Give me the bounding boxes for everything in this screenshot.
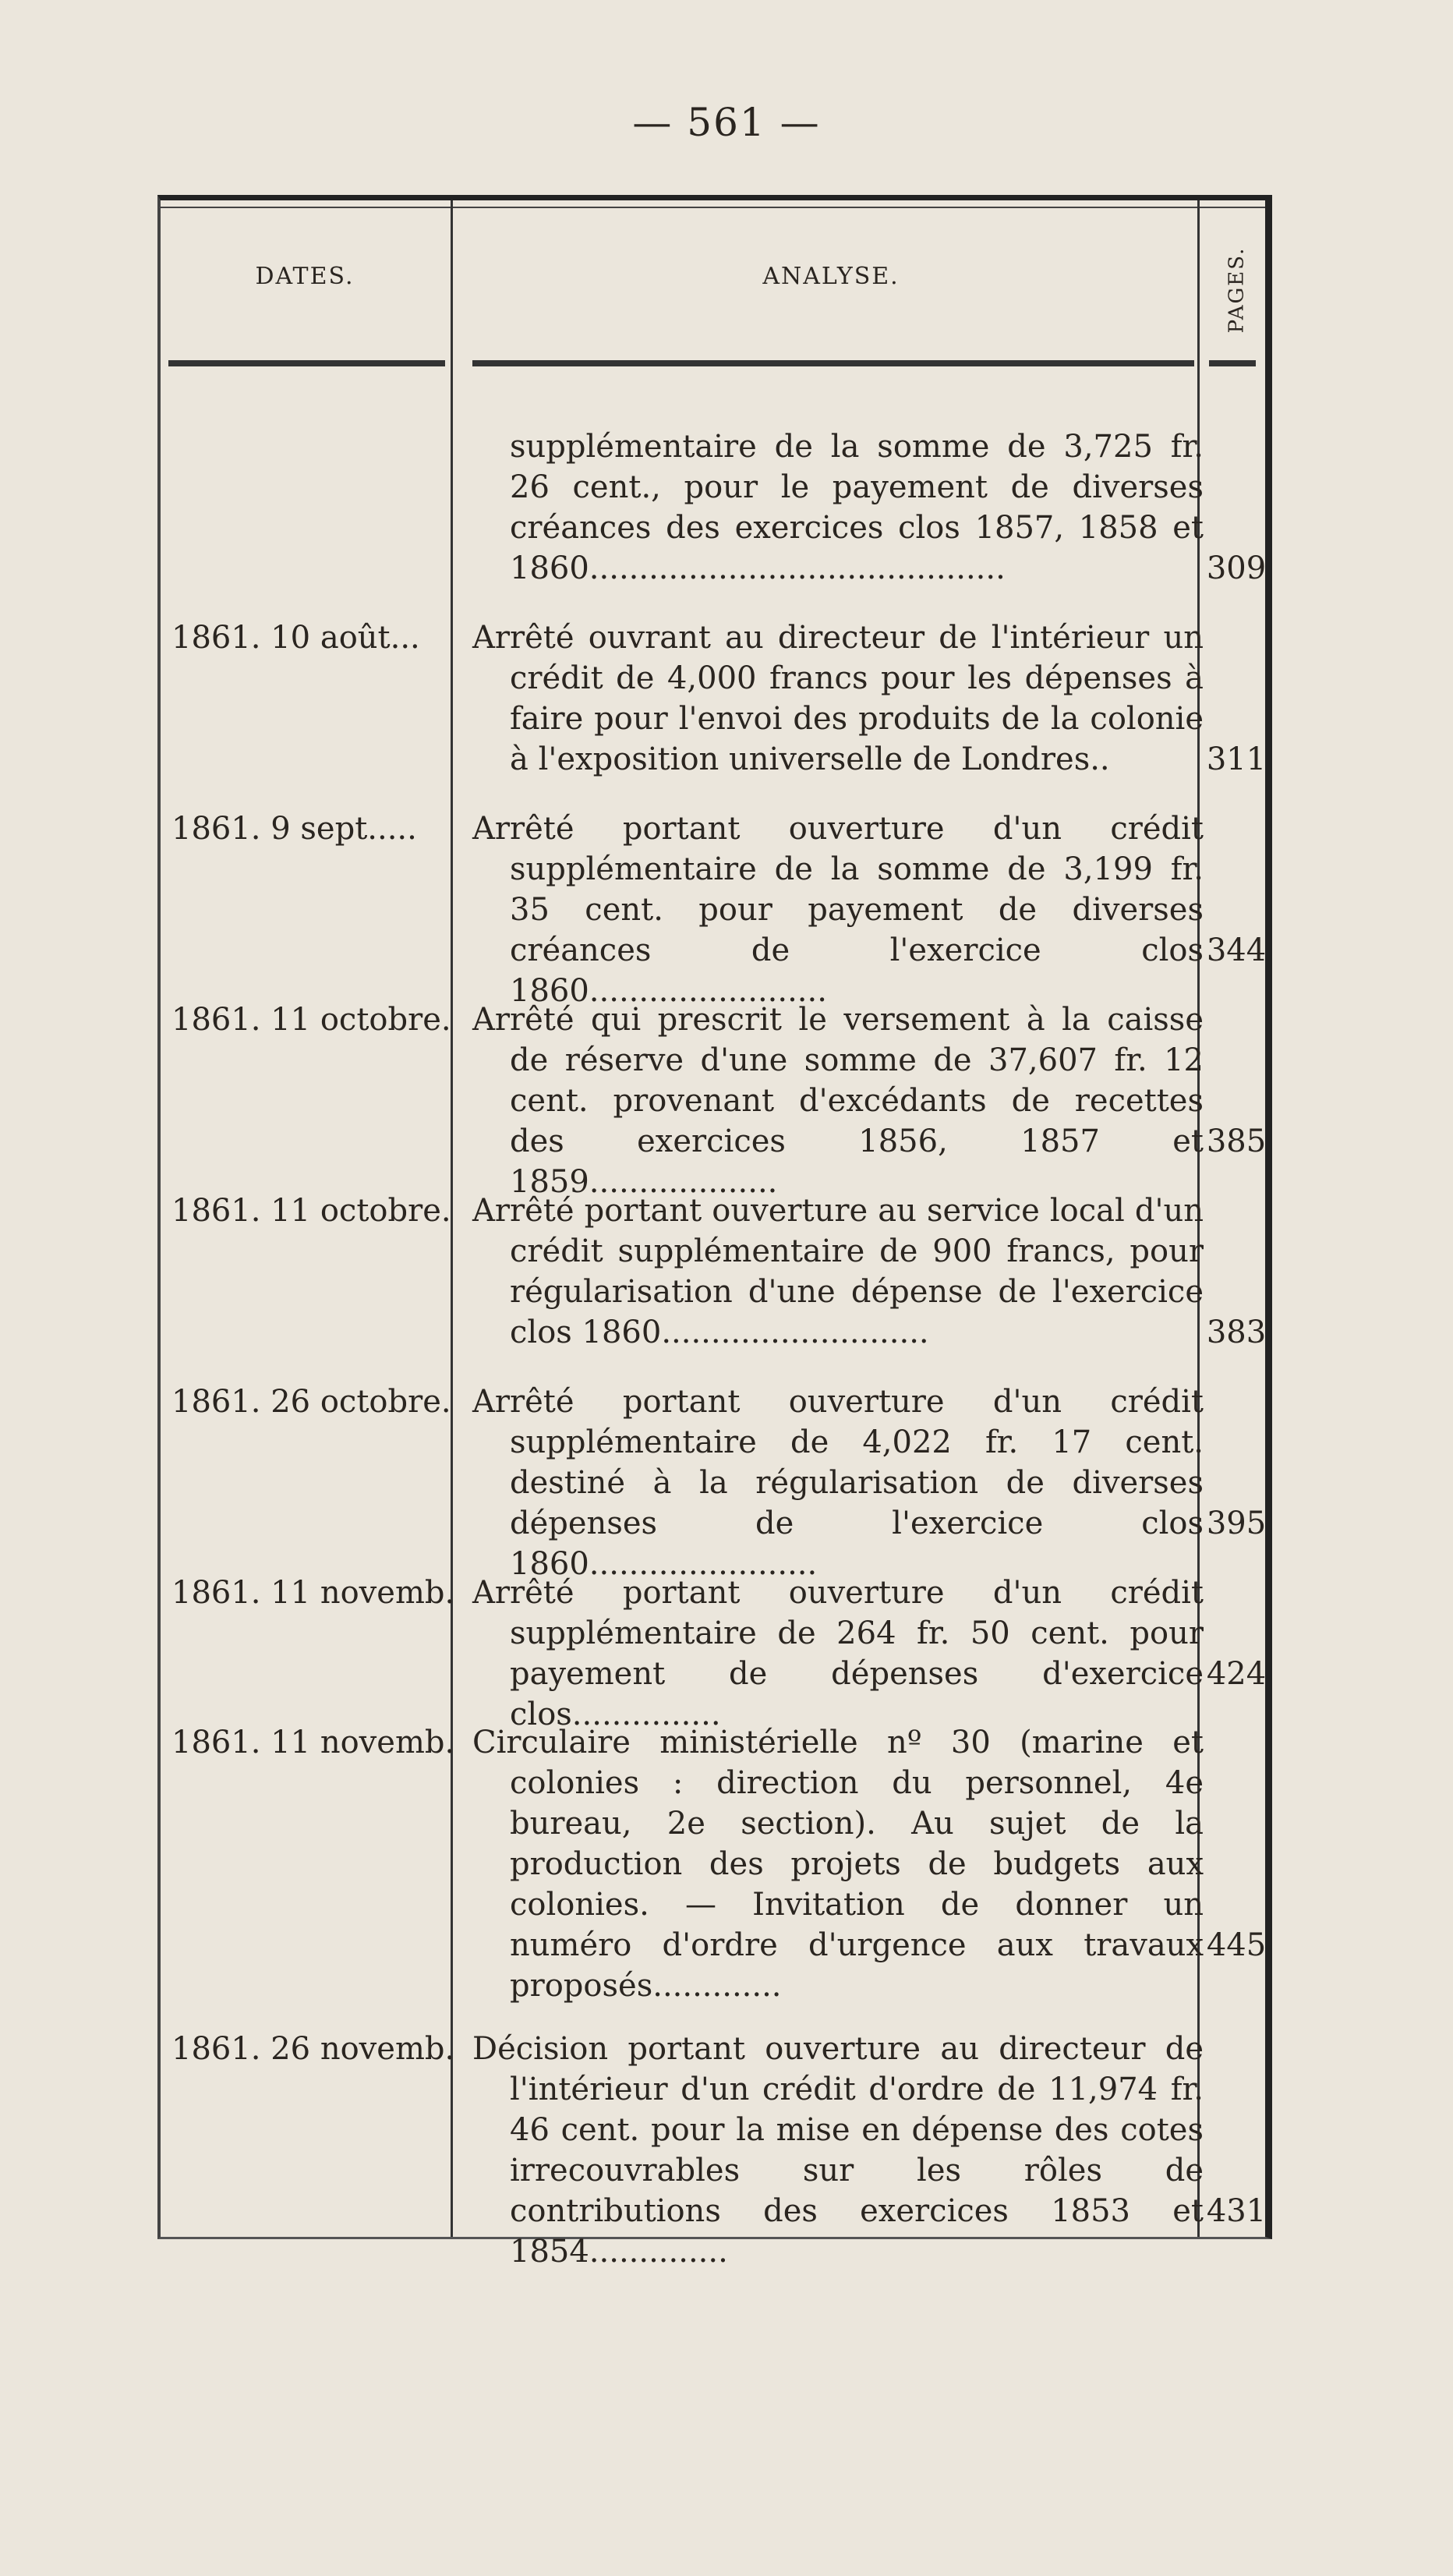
row-page: 424	[1206, 1656, 1267, 1692]
row-date: 1861. 11 novemb.	[171, 1725, 455, 1760]
row-date: 1861. 26 novemb.	[171, 2031, 455, 2067]
row-page: 395	[1206, 1506, 1267, 1541]
header-pages-label: PAGES.	[1225, 246, 1249, 334]
header-dates: DATES.	[255, 263, 355, 290]
row-analysis: supplémentaire de la somme de 3,725 fr. 26 cent., pour le payement de diverses créances des exercices clos 1857, 1858 et 1860..........................................	[510, 429, 1204, 586]
row-date: 1861. 11 octobre.	[171, 1193, 451, 1229]
row-analysis: Arrêté portant ouverture d'un crédit supplémentaire de 4,022 fr. 17 cent. destiné à la régularisation de diverses dépenses de l'exercice clos 1860.......................	[472, 1384, 1204, 1582]
row-date: 1861. 26 octobre.	[171, 1384, 451, 1420]
row-date: 1861. 11 novemb.	[171, 1575, 455, 1611]
row-page: 311	[1206, 741, 1267, 777]
table-header	[161, 200, 1265, 360]
header-pages	[1213, 232, 1260, 349]
row-page: 383	[1206, 1315, 1267, 1350]
header-rule-analyse	[472, 360, 1194, 366]
page-number: — 561 —	[632, 100, 821, 145]
row-analysis: Arrêté portant ouverture au service local d'un crédit supplémentaire de 900 francs, pour régularisation d'une dépense de l'exercice clos 1860...........................	[472, 1193, 1204, 1350]
header-rule-dates	[168, 360, 445, 366]
row-page: 344	[1206, 932, 1267, 968]
header-analyse: ANALYSE.	[762, 263, 900, 290]
index-table	[157, 195, 1272, 2270]
row-analysis: Circulaire ministérielle nº 30 (marine et colonies : direction du personnel, 4e bureau, 2e section). Au sujet de la production des projets de budgets aux colonies. — Invitation de donner un numéro d'ordre d'urgence aux travaux proposés.............	[472, 1725, 1204, 2004]
row-date: 1861. 10 août...	[171, 620, 420, 656]
row-analysis: Arrêté qui prescrit le versement à la caisse de réserve d'une somme de 37,607 fr. 12 cent. provenant d'excédants de recettes des exercices 1856, 1857 et 1859...................	[472, 1002, 1204, 1200]
row-analysis: Décision portant ouverture au directeur de l'intérieur d'un crédit d'ordre de 11,974 fr. 46 cent. pour la mise en dépense des cotes irrecouvrables sur les rôles de contributions des exercices 1853 et 1854..............	[472, 2031, 1204, 2270]
row-analysis: Arrêté portant ouverture d'un crédit supplémentaire de 264 fr. 50 cent. pour payement de dépenses d'exercice clos...............	[472, 1575, 1204, 1732]
row-page: 431	[1206, 2193, 1267, 2229]
row-page: 309	[1206, 550, 1267, 586]
row-date: 1861. 9 sept.....	[171, 811, 417, 847]
row-page: 445	[1206, 1927, 1267, 1963]
row-date: 1861. 11 octobre.	[171, 1002, 451, 1038]
row-analysis: Arrêté portant ouverture d'un crédit supplémentaire de la somme de 3,199 fr. 35 cent. pour payement de diverses créances de l'exercice clos 1860........................	[472, 811, 1204, 1009]
header-rule-pages	[1209, 360, 1256, 366]
row-page: 385	[1206, 1123, 1267, 1159]
row-analysis: Arrêté ouvrant au directeur de l'intérieur un crédit de 4,000 francs pour les dépenses à faire pour l'envoi des produits de la colonie à l'exposition universelle de Londres..	[472, 620, 1204, 777]
